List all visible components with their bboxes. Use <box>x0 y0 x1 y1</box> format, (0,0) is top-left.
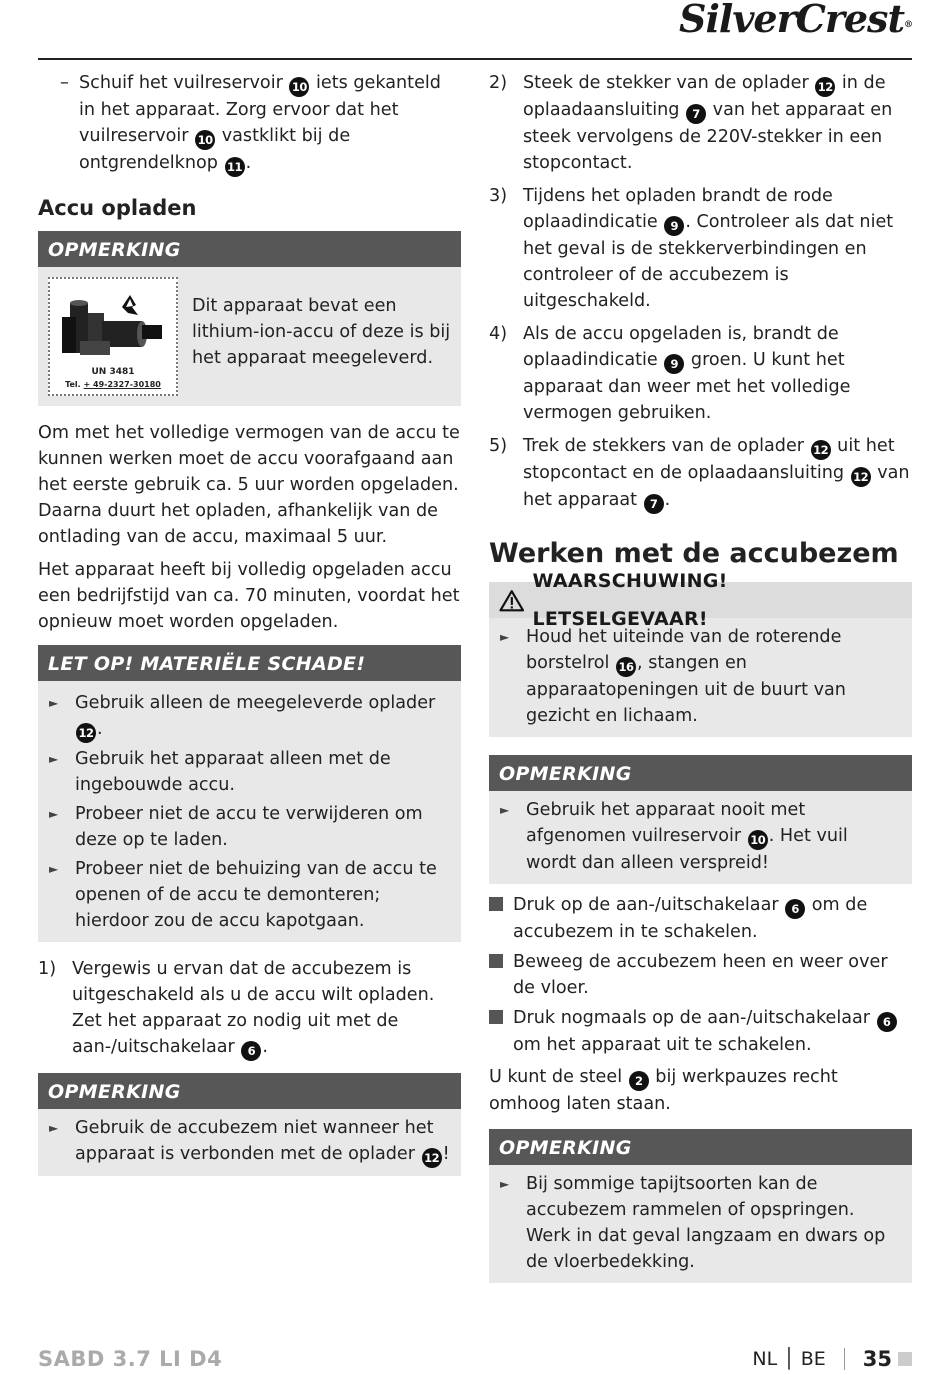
arrow-icon: ► <box>49 752 59 766</box>
note-box-charger <box>38 1073 461 1176</box>
arrow-icon: ► <box>49 862 59 876</box>
callout-16: 16 <box>616 657 636 677</box>
callout-7: 7 <box>644 494 664 514</box>
callout-6: 6 <box>877 1012 897 1032</box>
section-title-accu-opladen: Accu opladen <box>38 196 197 220</box>
list-item: ► Gebruik alleen de meegeleverde oplader 12 . <box>48 690 451 743</box>
square-list-item: Druk nogmaals op de aan-/uitschakelaar 6 om het apparaat uit te schakelen. <box>489 1005 912 1058</box>
list-item: ► Houd het uiteinde van de roterende borstelrol 16 , stangen en apparaatopeningen uit de buurt van gezicht en lichaam. <box>499 624 902 729</box>
list-item: ► Gebruik het apparaat alleen met de ingebouwde accu. <box>48 746 451 798</box>
arrow-icon: ► <box>49 1121 59 1135</box>
section-title-werken: Werken met de accubezem <box>489 538 899 569</box>
square-bullet-icon <box>489 1010 503 1024</box>
step-item: 5) Trek de stekkers van de oplader 12 uit het stopcontact en de oplaadaansluiting 12 van het apparaat 7 . <box>489 433 912 514</box>
step-item: 1) Vergewis u ervan dat de accubezem is uitgeschakeld als u de accu wilt opladen. Zet het apparaat zo nodig uit met de aan-/uitschakelaar 6 . <box>38 956 461 1061</box>
callout-10: 10 <box>195 130 215 150</box>
callout-9: 9 <box>664 216 684 236</box>
callout-12: 12 <box>811 440 831 460</box>
paragraph: Het apparaat heeft bij volledig opgeladen accu een bedrijfstijd van ca. 70 minuten, voordat het opnieuw moet worden opgeladen. <box>38 560 460 632</box>
square-bullet-icon <box>489 897 503 911</box>
note-header: OPMERKING <box>489 1129 912 1165</box>
callout-12: 12 <box>815 77 835 97</box>
brand-logo: SilverCrest® <box>679 0 912 41</box>
footer-model: SABD 3.7 LI D4 <box>38 1347 223 1371</box>
note-header: OPMERKING <box>489 755 912 791</box>
header-rule <box>38 58 912 60</box>
arrow-icon: ► <box>49 807 59 821</box>
callout-7: 7 <box>686 104 706 124</box>
note-header: OPMERKING <box>38 1073 461 1109</box>
note-text: Dit apparaat bevat een lithium-ion-accu of deze is bij het apparaat meegeleverd. <box>192 296 451 368</box>
step-item: 4) Als de accu opgeladen is, brandt de oplaadindicatie 9 groen. U kunt het apparaat dan weer met het volledige vermogen gebruiken. <box>489 324 851 423</box>
step-item: 2) Steek de stekker van de oplader 12 in de oplaadaansluiting 7 van het apparaat en steek vervolgens de 220V-stekker in een stopcontact. <box>489 73 893 173</box>
caution-header: LET OP! MATERIËLE SCHADE! <box>38 645 461 681</box>
callout-6: 6 <box>241 1041 261 1061</box>
dash-item: – Schuif het vuilreservoir 10 iets gekanteld in het apparaat. Zorg ervoor dat het vuilreservoir 10 vastklikt bij de ontgrendelknop 11 . <box>38 70 461 177</box>
arrow-icon: ► <box>500 1177 510 1191</box>
paragraph: U kunt de steel 2 bij werkpauzes recht omhoog laten staan. <box>489 1067 838 1114</box>
arrow-icon: ► <box>500 803 510 817</box>
note-box-carpet <box>489 1129 912 1283</box>
label-phone: Tel. + 49-2327-30180 <box>65 380 161 389</box>
caution-box <box>38 645 461 942</box>
warning-header: WAARSCHUWING! LETSELGEVAAR! <box>489 582 912 618</box>
list-item: ► Probeer niet de accu te verwijderen om deze op te laden. <box>48 801 451 853</box>
list-item: ► Probeer niet de behuizing van de accu te openen of de accu te demonteren; hierdoor zou de accu kapotgaan. <box>48 856 451 934</box>
callout-10: 10 <box>748 830 768 850</box>
left-column <box>38 70 461 1190</box>
callout-6: 6 <box>785 899 805 919</box>
arrow-icon: ► <box>49 696 59 710</box>
list-item: ► Bij sommige tapijtsoorten kan de accubezem rammelen of opspringen. Werk in dat geval langzaam en dwars op de vloerbedekking. <box>499 1171 902 1275</box>
list-item: ► Gebruik de accubezem niet wanneer het apparaat is verbonden met de oplader 12 ! <box>48 1115 451 1168</box>
callout-11: 11 <box>225 157 245 177</box>
callout-12: 12 <box>851 467 871 487</box>
step-item: 3) Tijdens het opladen brandt de rode oplaadindicatie 9 . Controleer als dat niet het geval is de stekkerverbindingen en controleer of de accubezem is uitgeschakeld. <box>489 186 894 311</box>
warning-box <box>489 570 912 737</box>
note-header: OPMERKING <box>38 231 461 267</box>
warning-triangle-icon <box>499 589 524 612</box>
callout-9: 9 <box>664 354 684 374</box>
list-item: ► Gebruik het apparaat nooit met afgenomen vuilreservoir 10 . Het vuil wordt dan alleen verspreid! <box>499 797 902 876</box>
callout-2: 2 <box>629 1071 649 1091</box>
footer-lang: NL │ BE <box>752 1348 826 1370</box>
lithium-battery-label-image <box>48 277 178 396</box>
callout-12: 12 <box>422 1148 442 1168</box>
page-marker <box>898 1352 912 1366</box>
arrow-icon: ► <box>500 630 510 644</box>
paragraph: Om met het volledige vermogen van de accu te kunnen werken moet de accu voorafgaand aan het eerste gebruik ca. 5 uur worden opgeladen. Daarna duurt het opladen, afhankelijk van de ontlading van de accu, maximaal 5 uur. <box>38 423 460 547</box>
right-column <box>489 70 912 1297</box>
footer-pagination <box>752 1346 912 1372</box>
page-number: 35 <box>862 1347 892 1371</box>
square-bullet-icon <box>489 954 503 968</box>
square-list-item: Druk op de aan-/uitschakelaar 6 om de accubezem in te schakelen. <box>489 892 912 945</box>
note-box-battery <box>38 231 461 406</box>
callout-10: 10 <box>289 77 309 97</box>
label-un-number: UN 3481 <box>91 367 135 377</box>
square-list-item: Beweeg de accubezem heen en weer over de vloer. <box>489 949 912 1001</box>
footer-divider <box>844 1348 845 1370</box>
note-box-reservoir <box>489 755 912 884</box>
callout-12: 12 <box>76 723 96 743</box>
